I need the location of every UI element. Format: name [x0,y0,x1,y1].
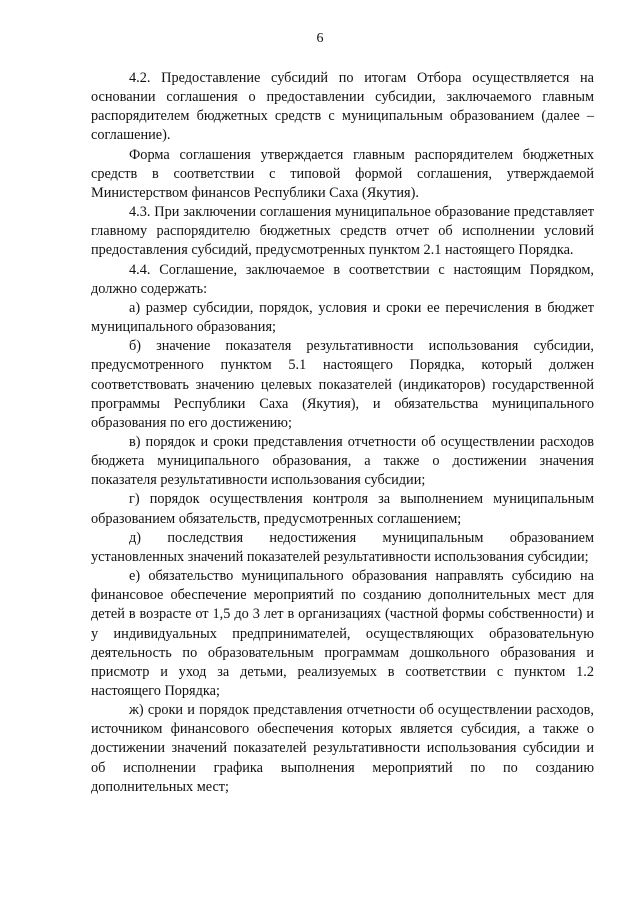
list-item-g: г) порядок осуществления контроля за выполнением муниципальным образованием обязательств, предусмотренных соглашением; [91,491,594,527]
list-item-zh: ж) сроки и порядок представления отчетности об осуществлении расходов, источником финансового обеспечения которых является субсидия, а также о достижении значений показателей результативности использования субсидии и об исполнении графика выполнения мероприятий по по созданию дополнительных мест; [91,702,594,795]
list-item-a: а) размер субсидии, порядок, условия и сроки ее перечисления в бюджет муниципального образования; [91,299,594,336]
list-item-e: е) обязательство муниципального образования направлять субсидию на финансовое обеспечение мероприятий по созданию дополнительных мест для детей в возрасте от 1,5 до 3 лет в организациях (частной формы собственности) и у индивидуальных предпринимателей, осуществляющих образовательную деятельность по образовательным программам дошкольного образования и присмотр и уход за детьми, реализуемых в соответствии с пунктом 1.2 настоящего Порядка; [91,568,594,699]
list-item-v: в) порядок и сроки представления отчетности об осуществлении расходов бюджета муниципального образования, а также о достижении значения показателя результативности использования субсидии; [91,433,594,489]
page-number: 6 [316,31,324,46]
paragraph-4-4: 4.4. Соглашение, заключаемое в соответствии с настоящим Порядком, должно содержать: [91,261,594,297]
document-body [91,69,594,797]
list-item-b: б) значение показателя результативности использования субсидии, предусмотренного пунктом 5.1 настоящего Порядка, который должен соответствовать значению целевых показателей (индикаторов) государственной программы Республики Саха (Якутия), и обязательства муниципального образования по его достижению; [91,338,594,431]
paragraph-agreement-form: Форма соглашения утверждается главным распорядителем бюджетных средств в соответствии с типовой формой соглашения, утверждаемой Министерством финансов Республики Саха (Якутия). [91,146,594,201]
paragraph-4-2: 4.2. Предоставление субсидий по итогам Отбора осуществляется на основании соглашения о предоставлении субсидии, заключаемого главным распорядителем бюджетных средств с муниципальным образованием (далее – соглашение). [91,70,594,144]
paragraph-4-3: 4.3. При заключении соглашения муниципальное образование представляет главному распорядителю бюджетных средств отчет об исполнении условий предоставления субсидий, предусмотренных пунктом 2.1 настоящего Порядка. [91,204,594,259]
list-item-d: д) последствия недостижения муниципальным образованием установленных значений показателей результативности использования субсидии; [91,529,594,565]
